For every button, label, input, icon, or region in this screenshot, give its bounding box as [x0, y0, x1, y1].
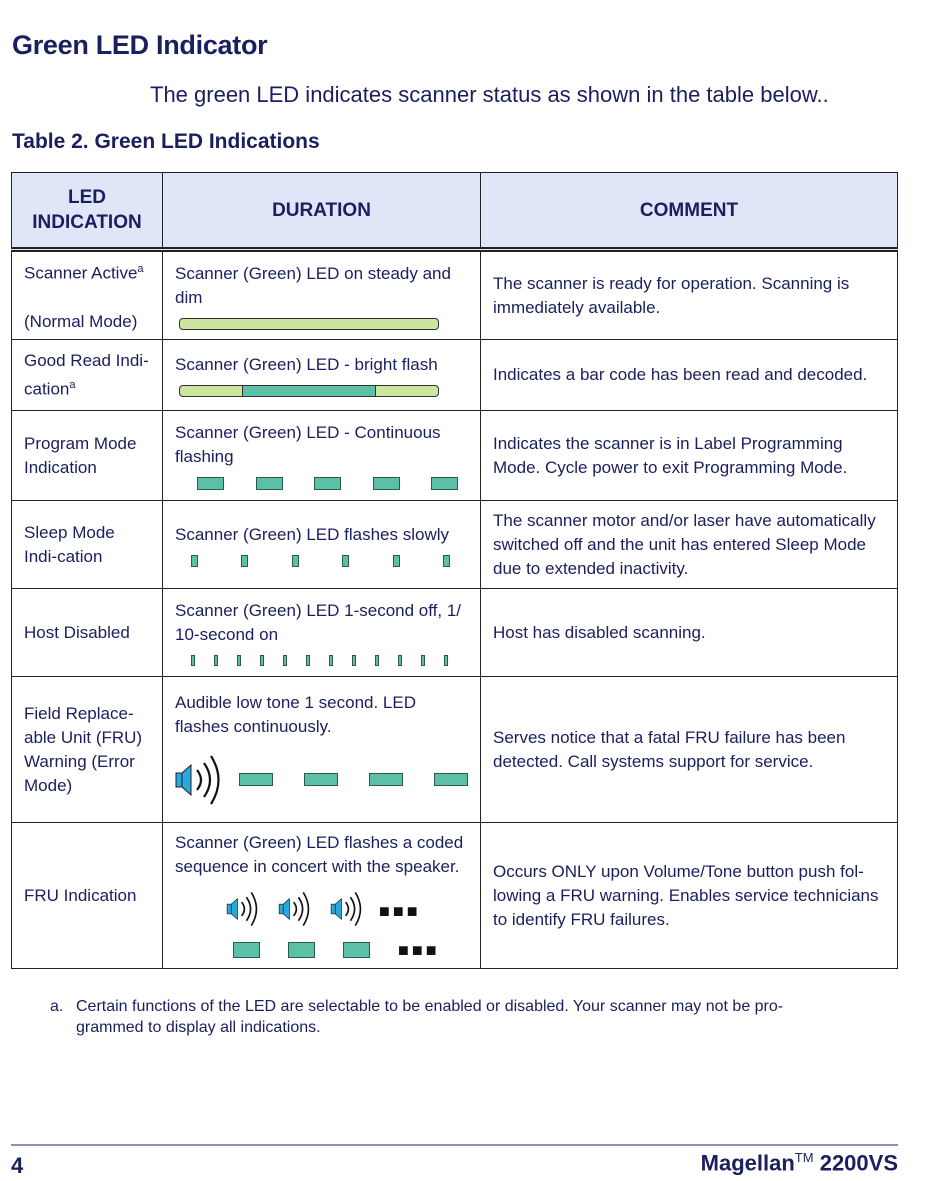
- comment-cell: Indicates a bar code has been read and decoded.: [481, 340, 898, 411]
- footnote-text: Certain functions of the LED are selectable to be enabled or disabled. Your scanner may not be pro-grammed to display all indications.: [76, 998, 784, 1036]
- indication-cell: FRU Indication: [12, 823, 163, 969]
- duration-cell: [163, 340, 481, 411]
- table-header-row: [12, 173, 898, 250]
- fru-warning-visual: [175, 751, 468, 809]
- table-caption: Table 2. Green LED Indications: [12, 130, 320, 153]
- duration-text: Scanner (Green) LED - bright flash: [175, 355, 438, 374]
- table-row: [12, 411, 898, 501]
- comment-cell: Indicates the scanner is in Label Programming Mode. Cycle power to exit Programming Mode.: [481, 411, 898, 501]
- header-duration: DURATION: [163, 173, 481, 250]
- trademark: TM: [794, 1150, 814, 1165]
- product-name: [701, 1150, 898, 1176]
- duration-text: Scanner (Green) LED flashes slowly: [175, 524, 450, 544]
- indication-cell: Field Replace-able Unit (FRU) Warning (Error Mode): [12, 677, 163, 823]
- comment-cell: The scanner motor and/or laser have automatically switched off and the unit has entered Sleep Mode due to extended inactivity.: [481, 501, 898, 589]
- header-comment: COMMENT: [481, 173, 898, 250]
- table-row: [12, 677, 898, 823]
- indication-cell: [12, 340, 163, 411]
- indication-cell: [12, 250, 163, 340]
- page-number: 4: [11, 1153, 24, 1178]
- indication-cell: Host Disabled: [12, 589, 163, 677]
- footnote-ref: a: [137, 263, 144, 276]
- duration-text: Scanner (Green) LED flashes a coded sequence in concert with the speaker.: [175, 832, 464, 876]
- footnote: [50, 996, 830, 1038]
- duration-cell: [163, 250, 481, 340]
- green-led-table: [11, 172, 898, 969]
- product-model: 2200VS: [819, 1150, 898, 1176]
- continuation-dots-icon: ■■■: [398, 939, 440, 960]
- duration-text: Scanner (Green) LED 1-second off, 1/ 10-second on: [175, 601, 462, 644]
- header-led-indication: LED INDICATION: [12, 173, 163, 250]
- duration-cell: [163, 823, 481, 969]
- duration-cell: [163, 589, 481, 677]
- footer-rule: [11, 1144, 898, 1146]
- table-row: [12, 589, 898, 677]
- indication-cell: Program Mode Indication: [12, 411, 163, 501]
- continuation-dots-icon: ■■■: [379, 900, 421, 921]
- speaker-icon: [223, 889, 263, 934]
- comment-cell: Host has disabled scanning.: [481, 589, 898, 677]
- table-row: [12, 250, 898, 340]
- indication-mode: (Normal Mode): [24, 311, 138, 331]
- duration-text: Audible low tone 1 second. LED flashes continuously.: [175, 692, 416, 736]
- footnote-mark: a.: [50, 998, 64, 1015]
- duration-text: Scanner (Green) LED - Continuous flashing: [175, 423, 441, 466]
- indication-cell: Sleep Mode Indi-cation: [12, 501, 163, 589]
- led-steady-dim-bar: [175, 318, 468, 330]
- speaker-icon: [327, 889, 367, 934]
- comment-cell: Serves notice that a fatal FRU failure has been detected. Call systems support for service.: [481, 677, 898, 823]
- led-continuous-flash-pulses: [175, 477, 468, 490]
- product-brand: Magellan: [700, 1150, 795, 1176]
- duration-cell: [163, 501, 481, 589]
- comment-cell: The scanner is ready for operation. Scanning is immediately available.: [481, 250, 898, 340]
- indication-label: Good Read Indi-cation: [24, 350, 149, 399]
- intro-text: The green LED indicates scanner status as shown in the table below..: [150, 82, 829, 107]
- indication-label: Scanner Active: [24, 263, 138, 283]
- duration-cell: [163, 677, 481, 823]
- comment-cell: Occurs ONLY upon Volume/Tone button push fol-lowing a FRU warning. Enables service technicians to identify FRU failures.: [481, 823, 898, 969]
- led-bright-flash-bar: [175, 385, 468, 397]
- led-short-on-pulses: [175, 655, 468, 666]
- table-row: [12, 340, 898, 411]
- section-title: Green LED Indicator: [12, 30, 268, 60]
- speaker-icon: [175, 751, 223, 809]
- table-row: [12, 823, 898, 969]
- fru-coded-sequence: [175, 889, 468, 961]
- led-flash-pulses: [223, 773, 468, 786]
- table-row: [12, 501, 898, 589]
- duration-cell: [163, 411, 481, 501]
- footnote-ref: a: [69, 378, 76, 391]
- led-slow-flash-pulses: [175, 555, 468, 567]
- speaker-icon: [275, 889, 315, 934]
- duration-text: Scanner (Green) LED on steady and dim: [175, 263, 451, 307]
